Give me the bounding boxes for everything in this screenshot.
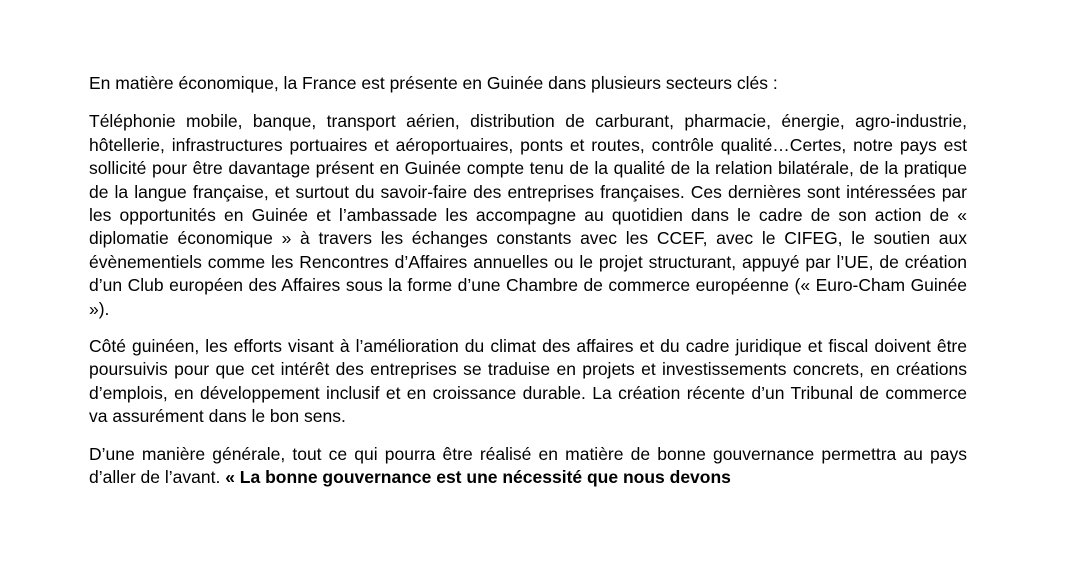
- governance-text: D’une manière générale, tout ce qui pourra être réalisé en matière de bonne gouvernance permettra au pays d’aller de l’avant.: [89, 443, 967, 488]
- paragraph-governance: [89, 443, 967, 490]
- governance-quote: « La bonne gouvernance est une nécessité que nous devons: [225, 467, 731, 488]
- paragraph-sectors: Téléphonie mobile, banque, transport aérien, distribution de carburant, pharmacie, énergie, agro-industrie, hôtellerie, infrastructures portuaires et aéroportuaires, ponts et routes, contrôle qualité…Certes, notre pays est sollicité pour être davantage présent en Guinée compte tenu de la qualité de la relation bilatérale, de la pratique de la langue française, et surtout du savoir-faire des entreprises françaises. Ces dernières sont intéressées par les opportunités en Guinée et l’ambassade les accompagne au quotidien dans le cadre de son action de « diplomatie économique » à travers les échanges constants avec les CCEF, avec le CIFEG, le soutien aux évènementiels comme les Rencontres d’Affaires annuelles ou le projet structurant, appuyé par l’UE, de création d’un Club européen des Affaires sous la forme d’une Chambre de commerce européenne (« Euro-Cham Guinée »).: [89, 111, 967, 319]
- paragraph-economic-intro: En matière économique, la France est présente en Guinée dans plusieurs secteurs clés :: [89, 73, 778, 93]
- paragraph-guinean-side: Côté guinéen, les efforts visant à l’amélioration du climat des affaires et du cadre juridique et fiscal doivent être poursuivis pour que cet intérêt des entreprises se traduise en projets et investissements concrets, en créations d’emplois, en développement inclusif et en croissance durable. La création récente d’un Tribunal de commerce va assurément dans le bon sens.: [89, 336, 967, 427]
- document-body: [89, 72, 967, 504]
